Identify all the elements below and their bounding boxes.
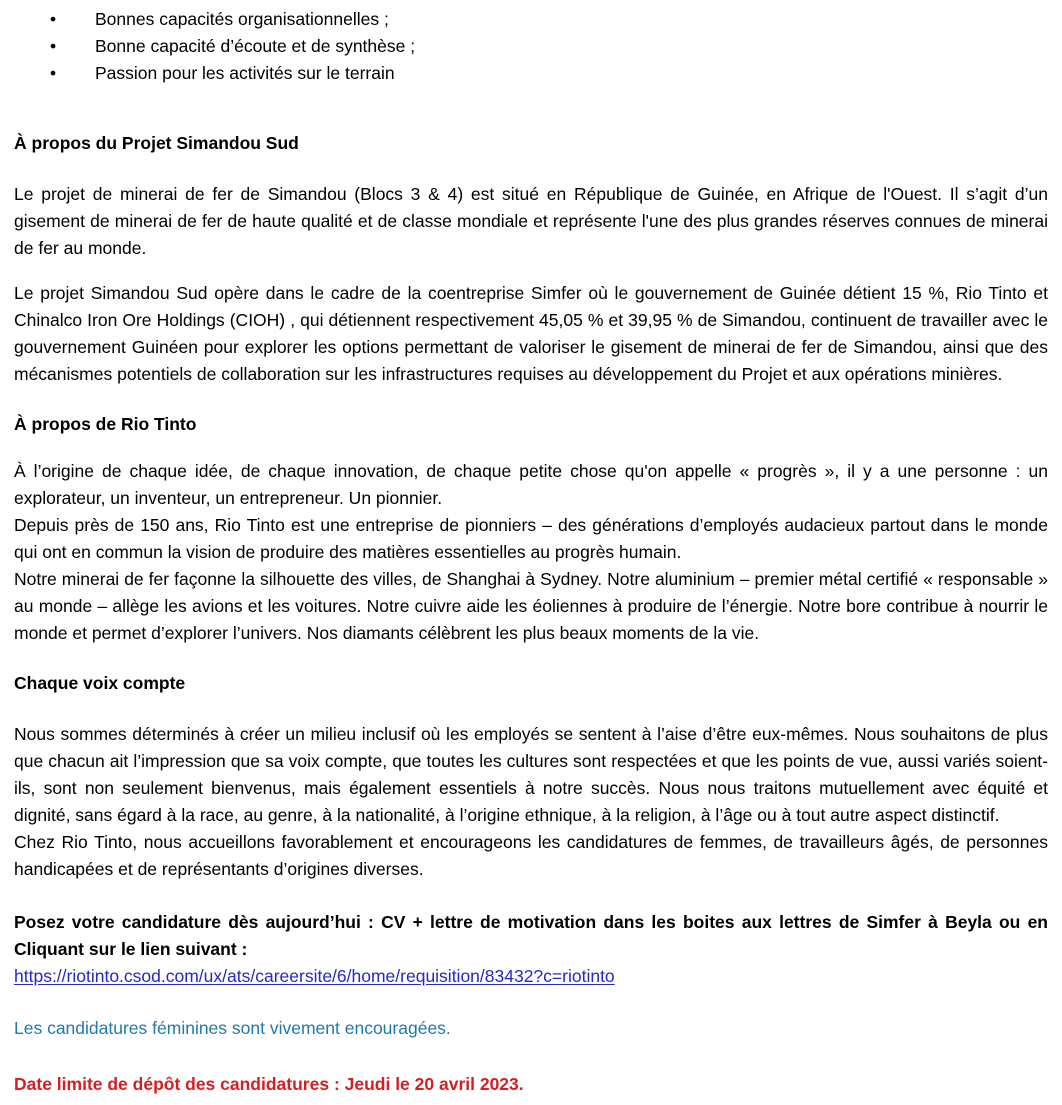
- application-deadline: Date limite de dépôt des candidatures : Jeudi le 20 avril 2023.: [14, 1074, 524, 1094]
- spacer: [14, 883, 1048, 909]
- apply-instruction-text: Posez votre candidature dès aujourd’hui : CV + lettre de motivation dans les boites aux lettres de Simfer à Beyla ou en Cliquant sur le lien suivant :: [14, 912, 1048, 959]
- paragraph-150-years: Depuis près de 150 ans, Rio Tinto est une entreprise de pionniers – des générations d’employés audacieux partout dans le monde qui ont en commun la vision de produire des matières essentielles au progrès humain.: [14, 515, 1048, 562]
- paragraph-inclusion: Nous sommes déterminés à créer un milieu inclusif où les employés se sentent à l’aise d’être eux-mêmes. Nous souhaitons de plus que chacun ait l’impression que sa voix compte, que toutes les cultures sont respectées et que les points de vue, aussi variés soient-ils, sont non seulement bienvenus, mais également essentiels à notre succès. Nous nous traitons mutuellement avec équité et dignité, sans égard à la race, au genre, à la nationalité, à l’origine ethnique, à la religion, à l’âge ou à tout autre aspect distinctif.: [14, 724, 1048, 825]
- requirements-bullet-list: [14, 0, 1048, 87]
- bullet-point-icon: •: [50, 63, 57, 83]
- list-item: [14, 33, 1048, 60]
- paragraph-diversity-welcome: Chez Rio Tinto, nous accueillons favorablement et encourageons les candidatures de femmes, de travailleurs âgés, de personnes handicapées et de représentants d’origines diverses.: [14, 832, 1048, 879]
- section-heading-rio-tinto: À propos de Rio Tinto: [14, 414, 197, 434]
- application-link[interactable]: https://riotinto.csod.com/ux/ats/careersite/6/home/requisition/83432?c=riotinto: [14, 966, 615, 986]
- spacer: [14, 155, 1048, 181]
- paragraph-pioneer-origin: À l’origine de chaque idée, de chaque innovation, de chaque petite chose qu'on appelle « progrès », il y a une personne : un explorateur, un inventeur, un entrepreneur. Un pionnier.: [14, 461, 1048, 508]
- spacer: [14, 388, 1048, 412]
- section-heading-simandou-sud: À propos du Projet Simandou Sud: [14, 133, 299, 153]
- spacer: [14, 87, 1048, 131]
- spacer: [14, 1041, 1048, 1071]
- list-item-label: Bonnes capacités organisationnelles ;: [95, 9, 389, 29]
- spacer: [14, 695, 1048, 721]
- list-item-label: Passion pour les activités sur le terrain: [95, 63, 395, 83]
- list-item: [14, 60, 1048, 87]
- list-item-label: Bonne capacité d’écoute et de synthèse ;: [95, 36, 416, 56]
- bullet-point-icon: •: [50, 36, 57, 56]
- spacer: [14, 436, 1048, 458]
- paragraph-materials: Notre minerai de fer façonne la silhouette des villes, de Shanghai à Sydney. Notre aluminium – premier métal certifié « responsable » au monde – allège les avions et les voitures. Notre cuivre aide les éoliennes à produire de l’énergie. Notre bore contribue à nourrir le monde et permet d’explorer l’univers. Nos diamants célèbrent les plus beaux moments de la vie.: [14, 569, 1048, 643]
- female-applicants-note: Les candidatures féminines sont vivement encouragées.: [14, 1018, 451, 1038]
- paragraph-simandou-location: Le projet de minerai de fer de Simandou (Blocs 3 & 4) est situé en République de Guinée, en Afrique de l'Ouest. Il s’agit d’un gisement de minerai de fer de haute qualité et de classe mondiale et représente l'une des plus grandes réserves connues de minerai de fer au monde.: [14, 184, 1048, 258]
- paragraph-simfer-joint-venture: Le projet Simandou Sud opère dans le cadre de la coentreprise Simfer où le gouvernement de Guinée détient 15 %, Rio Tinto et Chinalco Iron Ore Holdings (CIOH) , qui détiennent respectivement 45,05 % et 39,95 % de Simandou, continuent de travailler avec le gouvernement Guinéen pour explorer les options permettant de valoriser le gisement de minerai de fer de Simandou, ainsi que des mécanismes potentiels de collaboration sur les infrastructures requises au développement du Projet et aux opérations minières.: [14, 283, 1048, 384]
- spacer: [14, 647, 1048, 671]
- spacer: [14, 262, 1048, 280]
- section-heading-chaque-voix-compte: Chaque voix compte: [14, 673, 186, 693]
- list-item: [14, 6, 1048, 33]
- spacer: [14, 989, 1048, 1015]
- bullet-point-icon: •: [50, 9, 57, 29]
